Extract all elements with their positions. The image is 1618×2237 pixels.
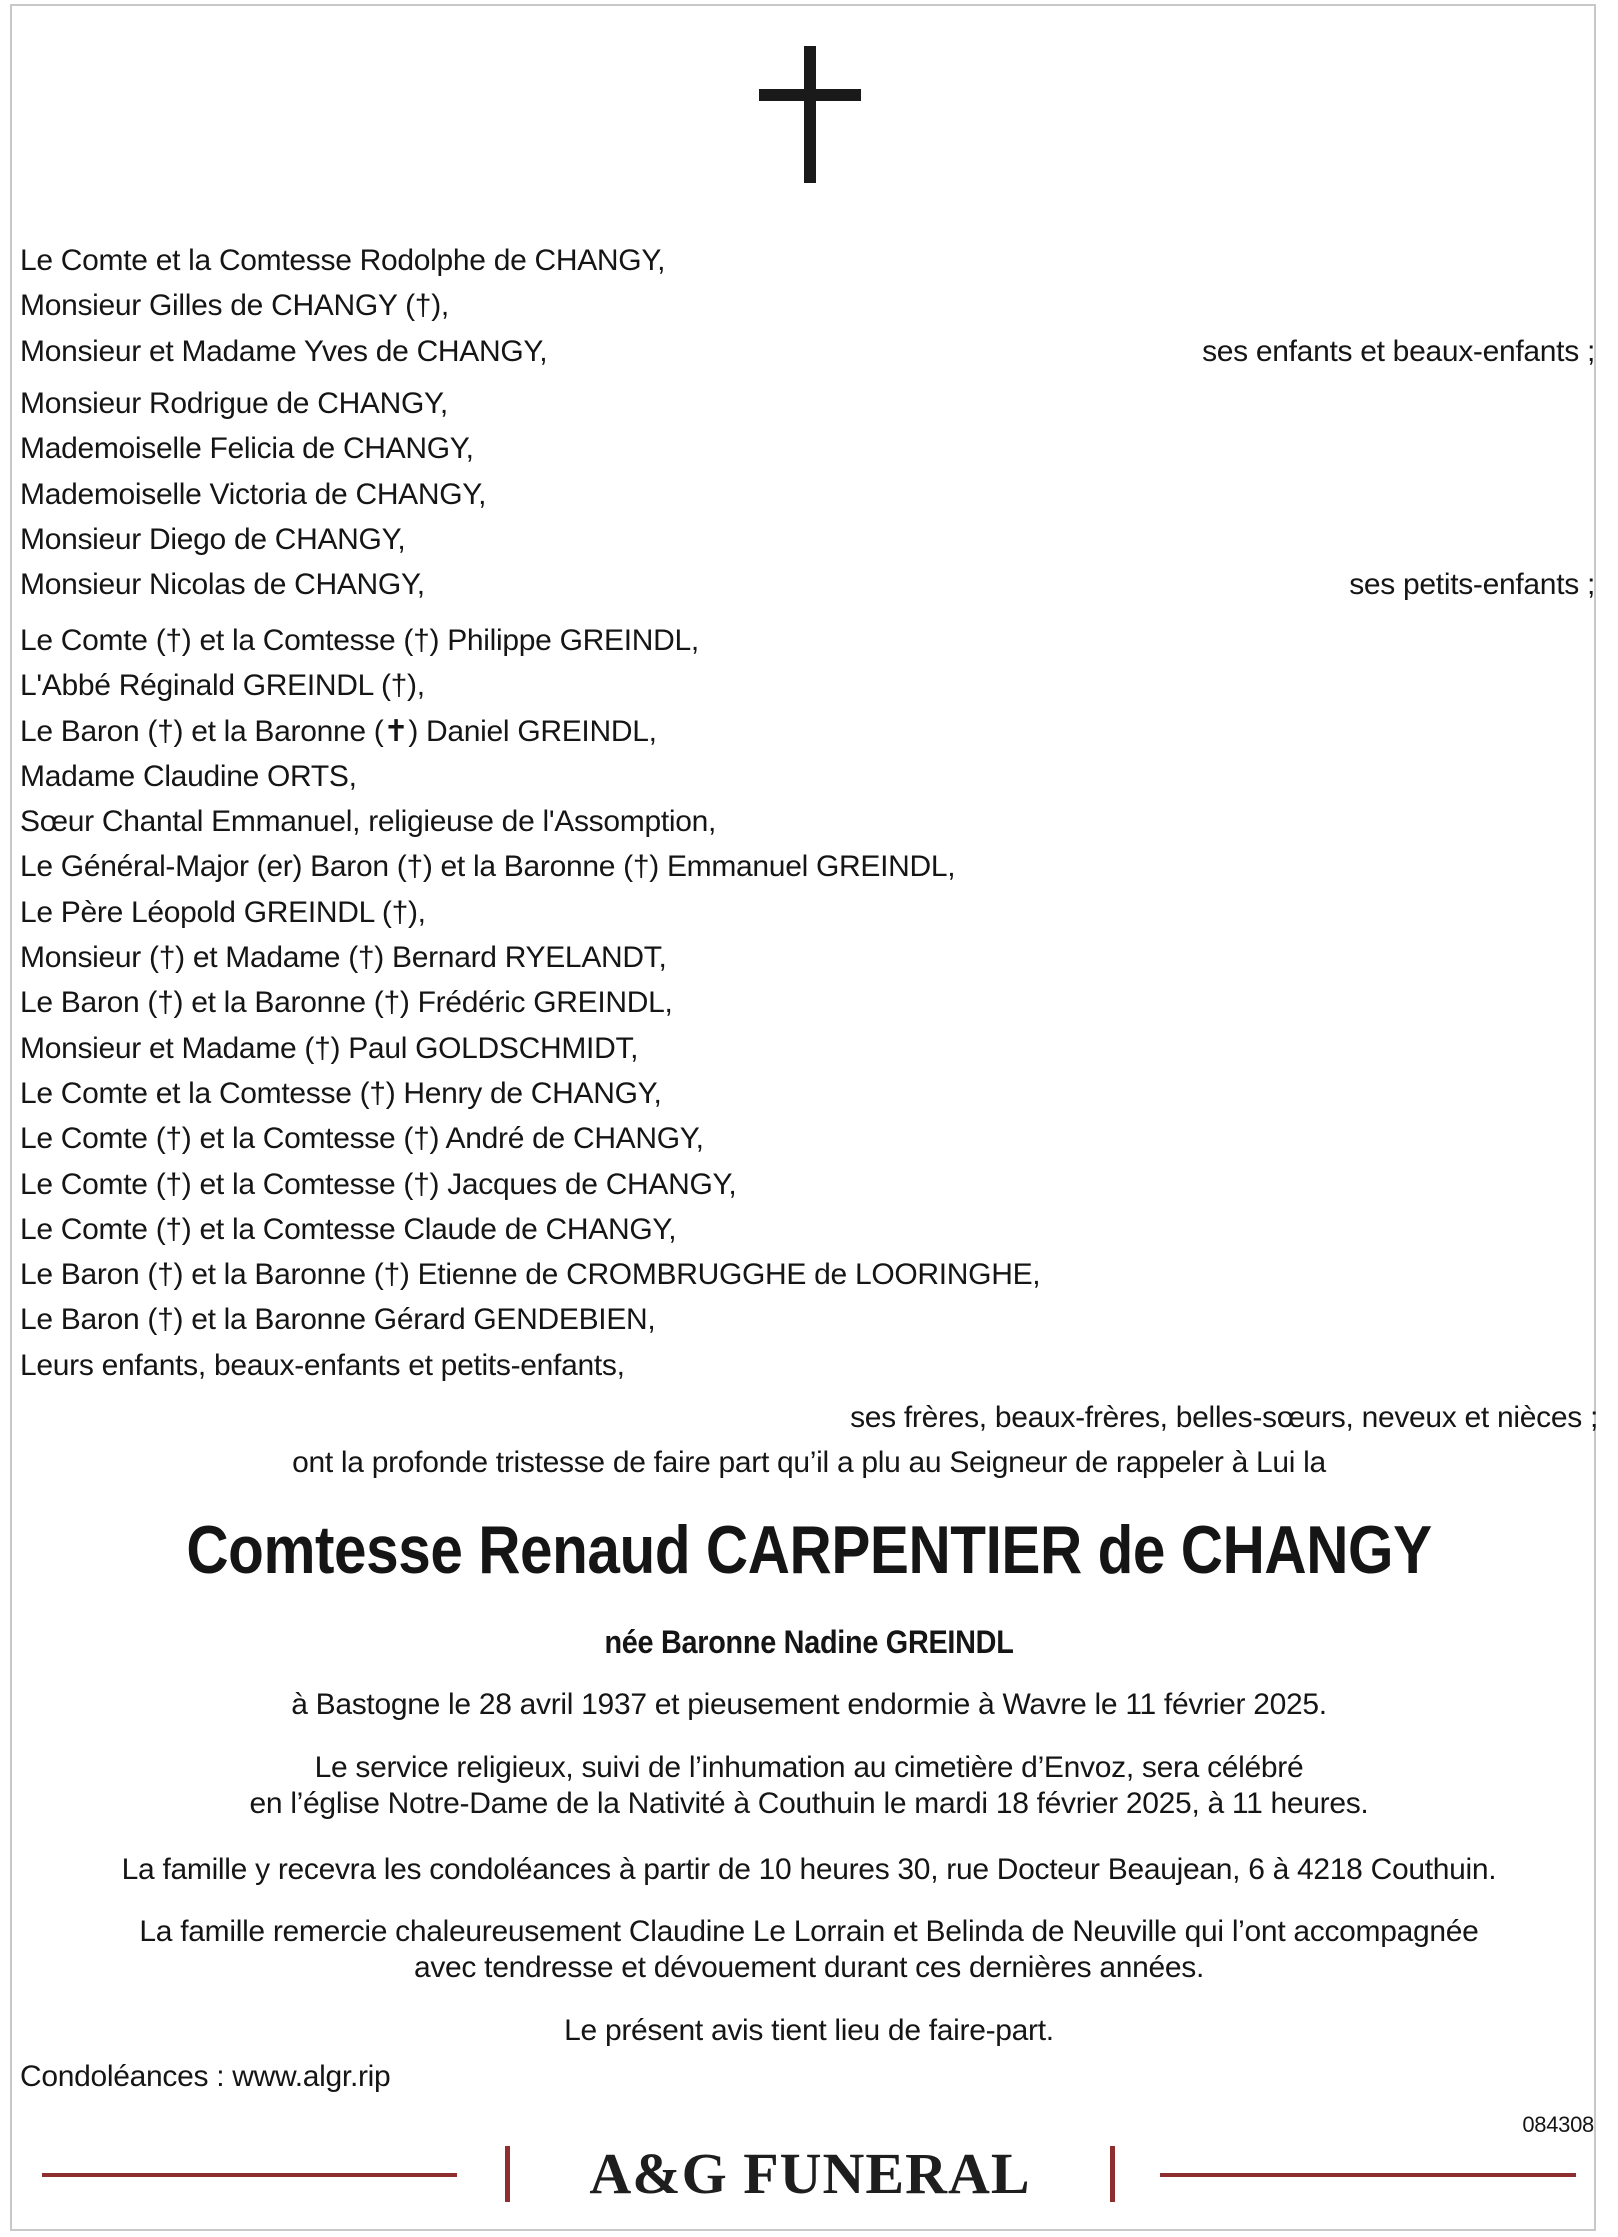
list-item: Le Comte (†) et la Comtesse (†) Philippe GREINDL, <box>20 624 699 657</box>
list-item: Monsieur et Madame Yves de CHANGY, <box>20 334 548 368</box>
divider <box>505 2146 510 2202</box>
footer <box>0 2138 1618 2210</box>
list-item: Sœur Chantal Emmanuel, religieuse de l'Assomption, <box>20 805 717 839</box>
birth-name: née Baronne Nadine GREINDL <box>604 1624 1014 1660</box>
list-item: Le Comte (†) et la Comtesse (†) André de CHANGY, <box>20 1122 704 1156</box>
list-item: L'Abbé Réginald GREINDL (†), <box>20 669 425 703</box>
grandchildren-relation: ses petits-enfants ; <box>1349 568 1595 602</box>
service-text <box>0 1750 1618 1822</box>
list-item: Madame Claudine ORTS, <box>20 759 357 793</box>
announcement-intro: ont la profonde tristesse de faire part qu’il a plu au Seigneur de rappeler à Lui la <box>292 1446 1326 1479</box>
list-item: Le Comte et la Comtesse (†) Henry de CHANGY, <box>20 1076 662 1110</box>
divider <box>1160 2173 1576 2177</box>
list-item: Le Baron (†) et la Baronne (✝) Daniel GREINDL, <box>20 714 657 748</box>
grandchildren-block <box>20 381 1595 607</box>
cross-icon <box>759 46 861 183</box>
list-item: Le Père Léopold GREINDL (†), <box>20 895 426 929</box>
list-item: Monsieur Rodrigue de CHANGY, <box>20 387 448 420</box>
reference-number: 084308 <box>1522 2112 1594 2137</box>
list-item: Le Baron (†) et la Baronne (†) Frédéric GREINDL, <box>20 986 673 1020</box>
list-item: Le Comte (†) et la Comtesse Claude de CHANGY, <box>20 1212 677 1246</box>
list-item: Le Comte et la Comtesse Rodolphe de CHANGY, <box>20 244 666 277</box>
children-relation: ses enfants et beaux-enfants ; <box>1202 334 1595 368</box>
list-item: Monsieur (†) et Madame (†) Bernard RYELANDT, <box>20 941 667 975</box>
list-item: Monsieur Gilles de CHANGY (†), <box>20 289 449 323</box>
divider <box>42 2173 457 2177</box>
reception-text: La famille y recevra les condoléances à partir de 10 heures 30, rue Docteur Beaujean, 6 à 4218 Couthuin. <box>121 1853 1497 1886</box>
divider <box>1110 2146 1115 2202</box>
list-item: Monsieur et Madame (†) Paul GOLDSCHMIDT, <box>20 1031 639 1065</box>
siblings-block <box>20 618 1595 1388</box>
notice-text: Le présent avis tient lieu de faire-part. <box>564 2014 1054 2047</box>
service-line: en l’église Notre-Dame de la Nativité à Couthuin le mardi 18 février 2025, à 11 heures. <box>249 1787 1369 1820</box>
children-block <box>20 238 1595 374</box>
deceased-name: Comtesse Renaud CARPENTIER de CHANGY <box>186 1512 1432 1588</box>
list-item: Le Comte (†) et la Comtesse (†) Jacques de CHANGY, <box>20 1167 737 1201</box>
list-item: Le Baron (†) et la Baronne (†) Etienne de CROMBRUGGHE de LOORINGHE, <box>20 1258 1041 1292</box>
siblings-relation: ses frères, beaux-frères, belles-sœurs, neveux et nièces ; <box>850 1401 1598 1434</box>
list-item: Leurs enfants, beaux-enfants et petits-enfants, <box>20 1348 625 1382</box>
list-item: Monsieur Nicolas de CHANGY, <box>20 568 425 602</box>
list-item: Le Général-Major (er) Baron (†) et la Baronne (†) Emmanuel GREINDL, <box>20 850 956 884</box>
list-item: Mademoiselle Victoria de CHANGY, <box>20 477 487 511</box>
thanks-line: avec tendresse et dévouement durant ces dernières années. <box>413 1951 1205 1984</box>
condolences-link[interactable]: Condoléances : www.algr.rip <box>20 2060 391 2093</box>
dates-text: à Bastogne le 28 avril 1937 et pieusement endormie à Wavre le 11 février 2025. <box>291 1688 1327 1721</box>
brand-logo: A&G FUNERAL <box>589 2141 1031 2206</box>
thanks-line: La famille remercie chaleureusement Claudine Le Lorrain et Belinda de Neuville qui l’ont accompagnée <box>139 1915 1479 1948</box>
thanks-text <box>0 1914 1618 1986</box>
service-line: Le service religieux, suivi de l’inhumation au cimetière d’Envoz, sera célébré <box>314 1751 1304 1784</box>
list-item: Monsieur Diego de CHANGY, <box>20 522 406 556</box>
list-item: Le Baron (†) et la Baronne Gérard GENDEBIEN, <box>20 1303 656 1337</box>
list-item: Mademoiselle Felicia de CHANGY, <box>20 432 474 466</box>
